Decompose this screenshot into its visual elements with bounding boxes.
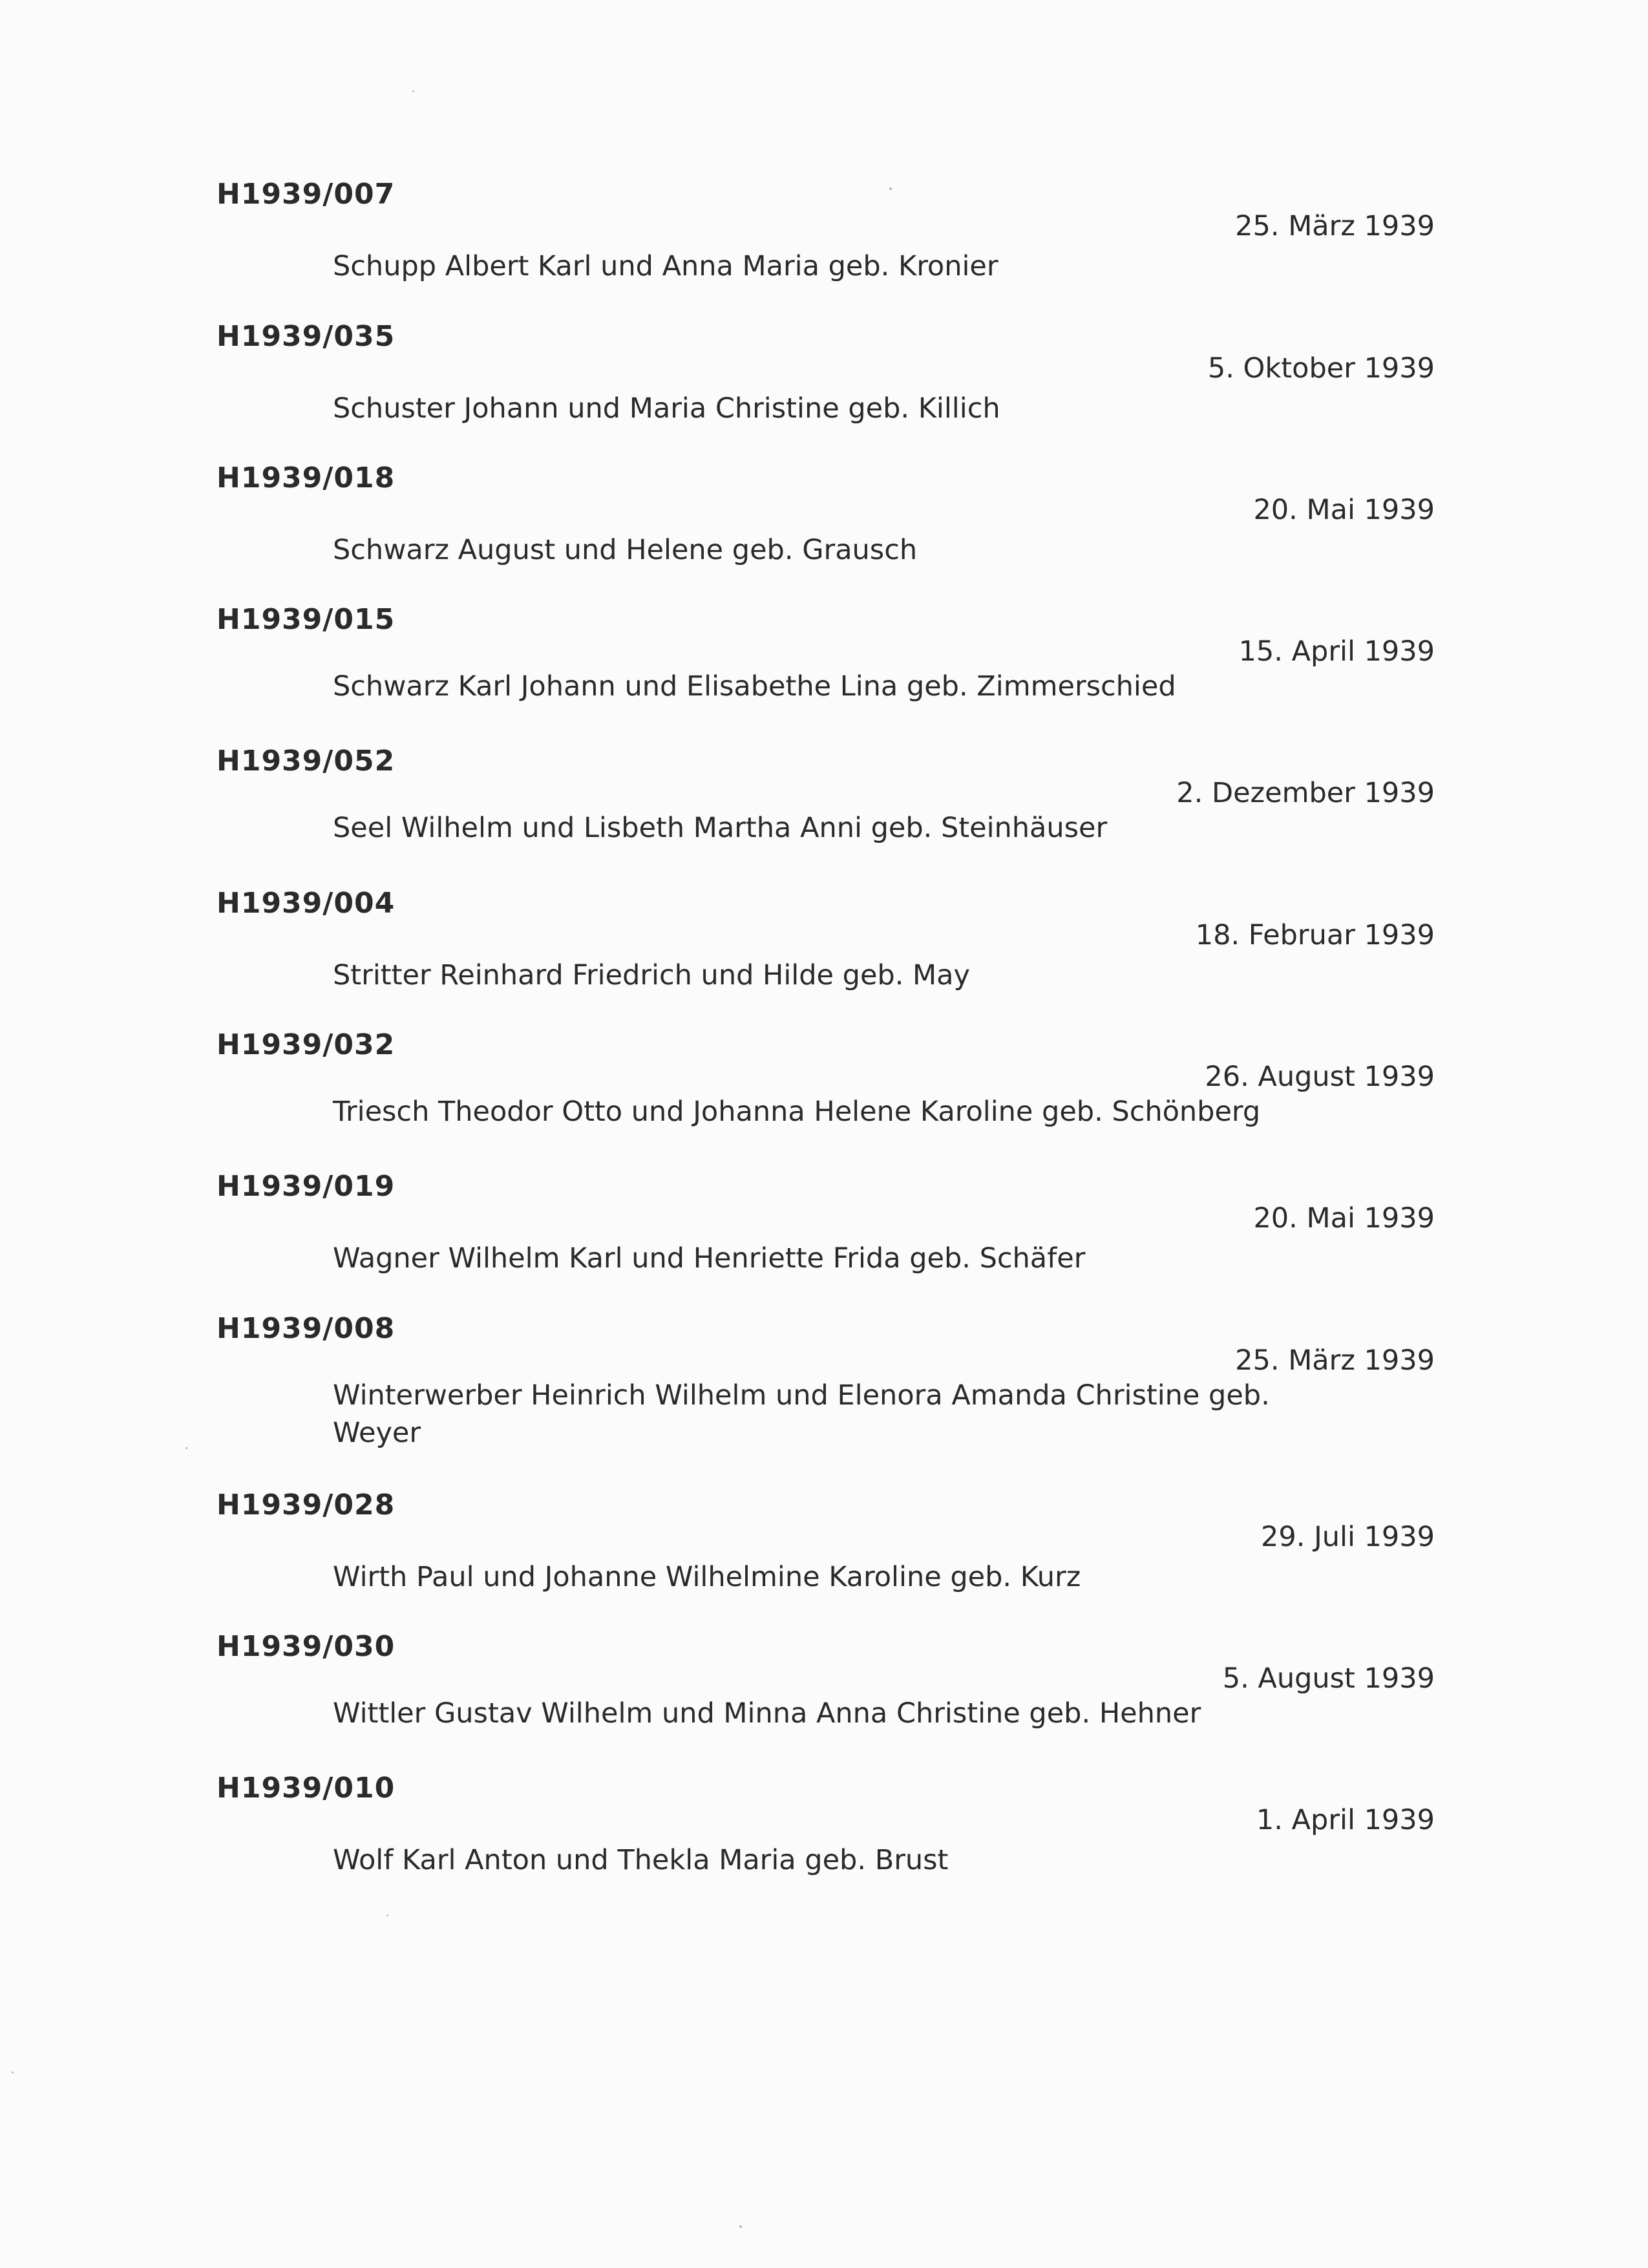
record-id: H1939/010 bbox=[217, 1772, 396, 1805]
record-entry bbox=[217, 745, 1435, 887]
record-entry bbox=[217, 320, 1435, 462]
scan-speck bbox=[185, 1447, 187, 1449]
record-entry bbox=[217, 1312, 1435, 1480]
record-names: Seel Wilhelm und Lisbeth Martha Anni geb. Steinhäuser bbox=[333, 812, 1108, 844]
record-id: H1939/030 bbox=[217, 1630, 396, 1663]
record-names: Schwarz Karl Johann und Elisabethe Lina geb. Zimmerschied bbox=[333, 670, 1176, 703]
record-date: 5. August 1939 bbox=[1222, 1662, 1435, 1695]
record-names: Schupp Albert Karl und Anna Maria geb. Kronier bbox=[333, 250, 998, 282]
record-entry bbox=[217, 1630, 1435, 1772]
scan-speck bbox=[739, 2225, 742, 2228]
record-entry bbox=[217, 1489, 1435, 1631]
record-date: 18. Februar 1939 bbox=[1195, 919, 1435, 951]
record-date: 5. Oktober 1939 bbox=[1207, 352, 1435, 385]
record-names: Wittler Gustav Wilhelm und Minna Anna Christine geb. Hehner bbox=[333, 1697, 1201, 1730]
record-entry bbox=[217, 461, 1435, 604]
record-entry bbox=[217, 603, 1435, 745]
record-names: Schuster Johann und Maria Christine geb. Killich bbox=[333, 392, 1000, 425]
record-id: H1939/052 bbox=[217, 745, 396, 778]
record-id: H1939/008 bbox=[217, 1312, 396, 1345]
scan-speck bbox=[12, 2072, 14, 2073]
scan-speck bbox=[386, 1914, 388, 1916]
record-names: Wagner Wilhelm Karl und Henriette Frida geb. Schäfer bbox=[333, 1242, 1086, 1275]
record-names: Winterwerber Heinrich Wilhelm und Elenora Amanda Christine geb. Weyer bbox=[333, 1379, 1270, 1449]
record-id: H1939/019 bbox=[217, 1170, 396, 1203]
record-date: 25. März 1939 bbox=[1235, 1344, 1435, 1377]
record-entry bbox=[217, 1772, 1435, 1914]
scan-speck bbox=[889, 187, 892, 190]
record-id: H1939/035 bbox=[217, 320, 396, 353]
record-id: H1939/032 bbox=[217, 1028, 396, 1061]
record-entry bbox=[217, 1170, 1435, 1312]
record-date: 1. April 1939 bbox=[1256, 1804, 1435, 1836]
record-id: H1939/007 bbox=[217, 178, 396, 211]
scan-speck bbox=[412, 90, 414, 92]
record-names: Wirth Paul und Johanne Wilhelmine Karoline geb. Kurz bbox=[333, 1561, 1081, 1593]
record-date: 20. Mai 1939 bbox=[1253, 494, 1435, 526]
record-id: H1939/015 bbox=[217, 603, 396, 636]
record-id: H1939/028 bbox=[217, 1489, 396, 1521]
record-names: Wolf Karl Anton und Thekla Maria geb. Brust bbox=[333, 1844, 949, 1876]
record-names: Schwarz August und Helene geb. Grausch bbox=[333, 534, 918, 566]
record-date: 15. April 1939 bbox=[1238, 635, 1435, 668]
record-id: H1939/004 bbox=[217, 887, 396, 920]
record-date: 26. August 1939 bbox=[1205, 1061, 1435, 1093]
record-names: Stritter Reinhard Friedrich und Hilde geb. May bbox=[333, 959, 970, 991]
record-date: 29. Juli 1939 bbox=[1261, 1521, 1435, 1553]
record-date: 25. März 1939 bbox=[1235, 210, 1435, 242]
record-date: 20. Mai 1939 bbox=[1253, 1202, 1435, 1235]
record-entry bbox=[217, 178, 1435, 320]
record-date: 2. Dezember 1939 bbox=[1176, 777, 1435, 809]
record-names: Triesch Theodor Otto und Johanna Helene Karoline geb. Schönberg bbox=[333, 1096, 1261, 1128]
record-entry bbox=[217, 1028, 1435, 1171]
record-entry bbox=[217, 887, 1435, 1029]
record-id: H1939/018 bbox=[217, 461, 396, 494]
